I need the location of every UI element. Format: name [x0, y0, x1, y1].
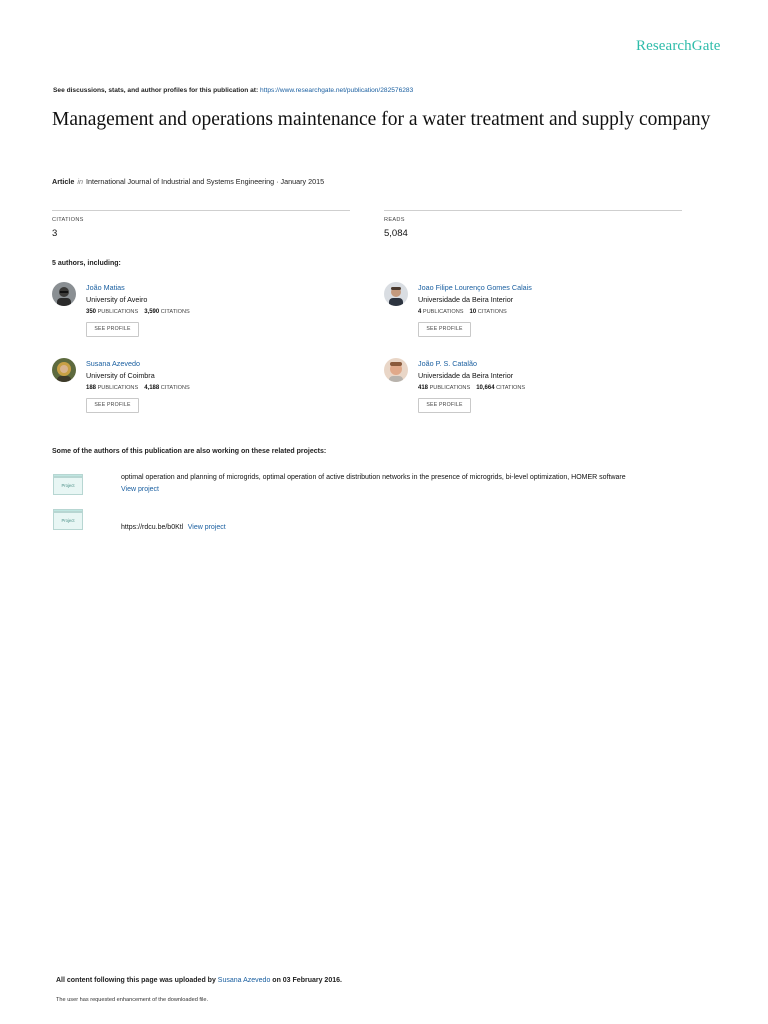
paper-in: in — [77, 177, 83, 186]
author-stats — [86, 309, 190, 315]
publication-url-link[interactable]: https://www.researchgate.net/publication/282576283 — [260, 87, 414, 94]
author-institution: University of Aveiro — [86, 295, 148, 304]
journal-date: International Journal of Industrial and Systems Engineering · January 2015 — [85, 177, 325, 186]
author-citations-count: 10,664 — [476, 385, 495, 391]
author-publications-count: 4 — [418, 309, 422, 315]
author-stats — [418, 385, 525, 391]
reads-divider — [384, 210, 682, 211]
authors-heading: 5 authors, including: — [52, 260, 121, 267]
author-citations-label: CITATIONS — [160, 309, 190, 315]
author-citations-count: 10 — [469, 309, 477, 315]
reads-label: READS — [384, 217, 405, 223]
upload-prefix: All content following this page was uploaded by — [56, 977, 216, 984]
paper-title: Management and operations maintenance for a water treatment and supply company — [52, 109, 711, 130]
see-profile-button[interactable]: SEE PROFILE — [418, 398, 471, 413]
project-url: https://rdcu.be/b0Ktl — [121, 524, 184, 531]
enhancement-note: The user has requested enhancement of the downloaded file. — [56, 997, 209, 1003]
author-institution: Universidade da Beira Interior — [418, 371, 514, 380]
see-profile-button[interactable]: SEE PROFILE — [86, 398, 139, 413]
upload-notice — [56, 977, 342, 984]
author-stats — [86, 385, 190, 391]
upload-suffix: on 03 February 2016. — [272, 977, 342, 984]
author-citations-count: 3,590 — [144, 309, 160, 315]
author-card — [52, 358, 352, 418]
project-folder-icon[interactable] — [53, 509, 83, 531]
see-profile-button[interactable]: SEE PROFILE — [86, 322, 139, 337]
author-name[interactable]: João Matias — [86, 283, 125, 292]
author-avatar[interactable] — [52, 282, 76, 306]
uploader-link[interactable]: Susana Azevedo — [217, 977, 271, 984]
author-institution: University of Coimbra — [86, 371, 155, 380]
author-stats — [418, 309, 507, 315]
citations-value: 3 — [52, 228, 58, 239]
reads-value: 5,084 — [384, 228, 408, 239]
author-citations-count: 4,188 — [144, 385, 160, 391]
author-publications-count: 350 — [86, 309, 97, 315]
view-project-link[interactable]: View project — [187, 524, 226, 531]
author-avatar[interactable] — [52, 358, 76, 382]
citations-divider — [52, 210, 350, 211]
author-publications-count: 188 — [86, 385, 97, 391]
author-citations-label: CITATIONS — [477, 309, 507, 315]
author-card — [52, 282, 352, 342]
see-profile-button[interactable]: SEE PROFILE — [418, 322, 471, 337]
author-name[interactable]: Susana Azevedo — [86, 359, 140, 368]
author-publications-label: PUBLICATIONS — [429, 385, 471, 391]
projects-heading: Some of the authors of this publication are also working on these related projects: — [52, 448, 327, 455]
project-icon-label: Project — [53, 477, 83, 495]
author-card — [384, 358, 684, 418]
author-institution: Universidade da Beira Interior — [418, 295, 514, 304]
author-name[interactable]: Joao Filipe Lourenço Gomes Calais — [418, 283, 532, 292]
project-description: optimal operation and planning of microgrids, optimal operation of active distribution networks in the presence of microgrids, bi-level optimization, HOMER software — [121, 474, 626, 481]
citations-label: CITATIONS — [52, 217, 84, 223]
author-publications-label: PUBLICATIONS — [97, 385, 139, 391]
author-avatar[interactable] — [384, 358, 408, 382]
author-card — [384, 282, 684, 342]
author-citations-label: CITATIONS — [496, 385, 526, 391]
researchgate-logo[interactable]: ResearchGate — [636, 38, 721, 54]
author-avatar[interactable] — [384, 282, 408, 306]
author-citations-label: CITATIONS — [160, 385, 190, 391]
author-publications-label: PUBLICATIONS — [97, 309, 139, 315]
view-project-link[interactable]: View project — [121, 486, 160, 493]
author-publications-count: 418 — [418, 385, 429, 391]
paper-meta — [52, 177, 324, 186]
project-folder-icon[interactable] — [53, 474, 83, 496]
project-icon-label: Project — [53, 512, 83, 530]
paper-type: Article — [52, 177, 75, 186]
author-name[interactable]: João P. S. Catalão — [418, 359, 478, 368]
project-line — [121, 516, 226, 534]
see-discussions-text: See discussions, stats, and author profiles for this publication at: — [53, 87, 259, 94]
author-publications-label: PUBLICATIONS — [422, 309, 464, 315]
see-discussions-line — [53, 87, 413, 94]
